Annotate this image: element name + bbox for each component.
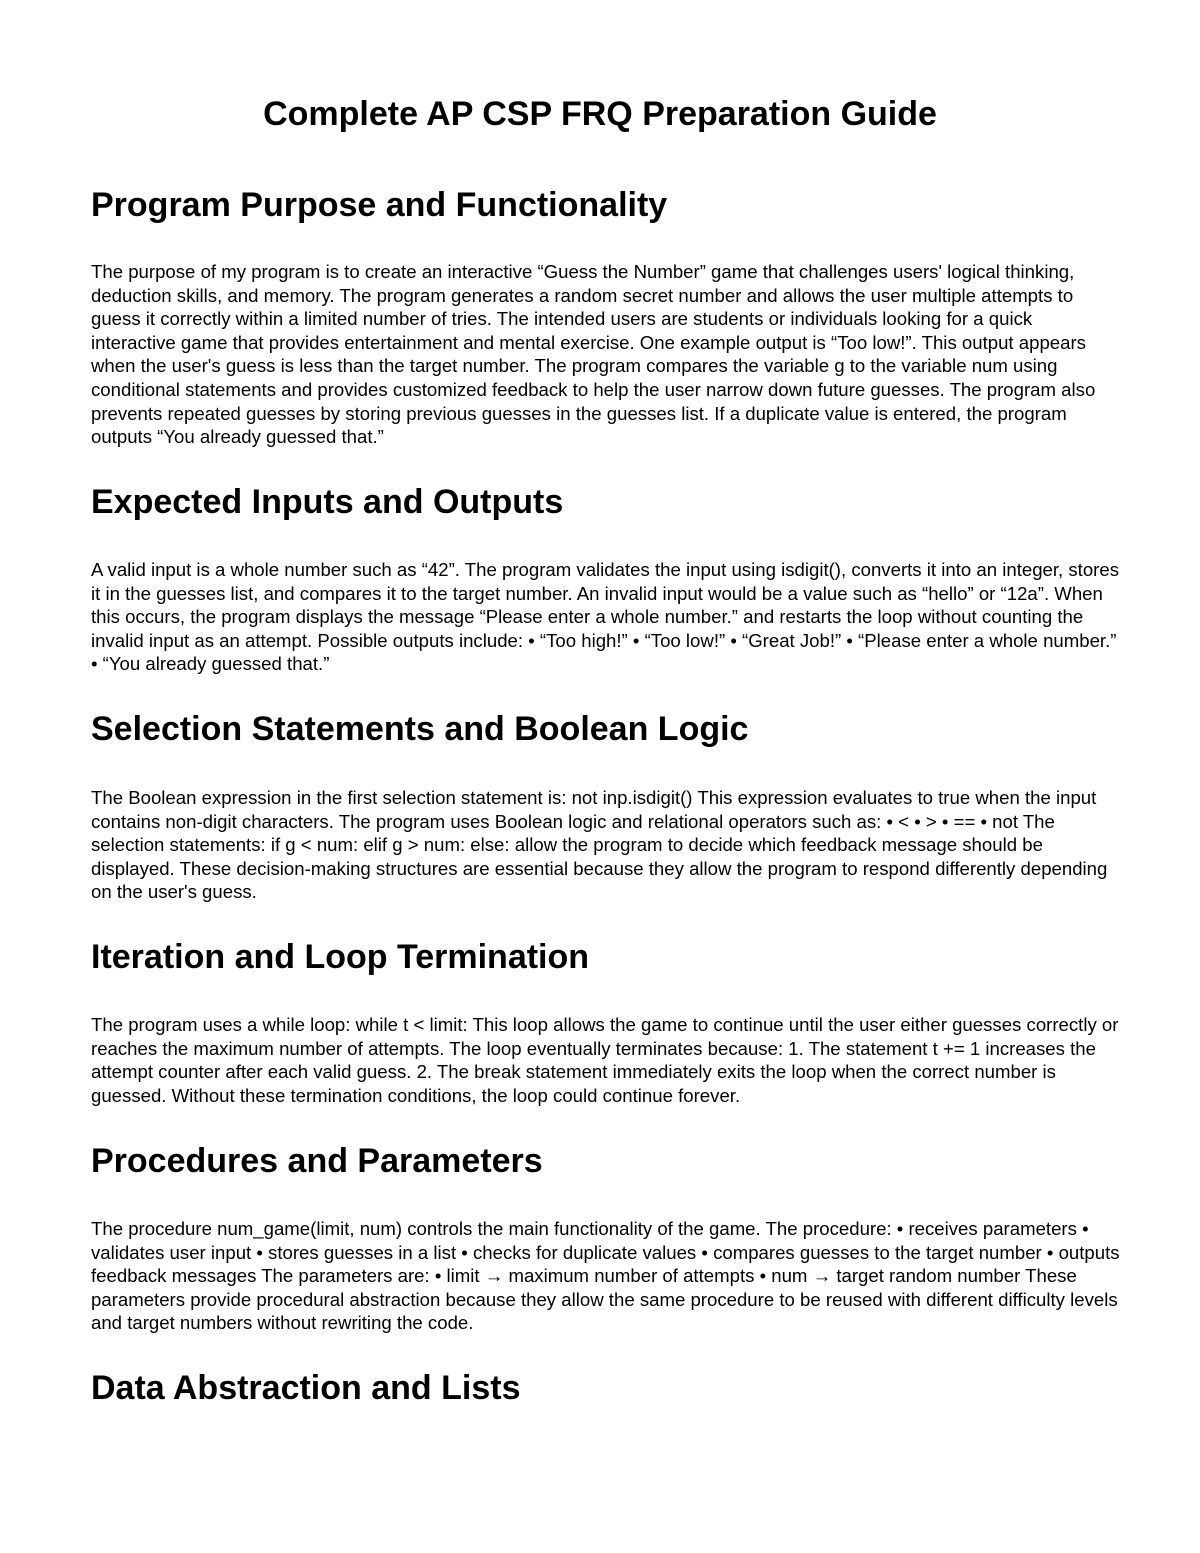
document-title: Complete AP CSP FRQ Preparation Guide <box>263 95 937 133</box>
section-body-program-purpose: The purpose of my program is to create an interactive “Guess the Number” game that challenges users' logical thinking, deduction skills, and memory. The program generates a random secret number and allows the user multiple attempts to guess it correctly within a limited number of tries. The intended users are students or individuals looking for a quick interactive game that provides entertainment and mental exercise. One example output is “Too low!”. This output appears when the user's guess is less than the target number. The program compares the variable g to the variable num using conditional statements and provides customized feedback to help the user narrow down future guesses. The program also prevents repeated guesses by storing previous guesses in the guesses list. If a duplicate value is entered, the program outputs “You already guessed that.” <box>91 261 1096 448</box>
section-heading-data-abstraction: Data Abstraction and Lists <box>91 1369 521 1407</box>
section-heading-procedures: Procedures and Parameters <box>91 1142 543 1180</box>
section-heading-selection: Selection Statements and Boolean Logic <box>91 710 749 748</box>
section-heading-inputs-outputs: Expected Inputs and Outputs <box>91 483 564 521</box>
section-body-iteration: The program uses a while loop: while t < limit: This loop allows the game to continue until the user either guesses correctly or reaches the maximum number of attempts. The loop eventually terminates because: 1. The statement t += 1 increases the attempt counter after each valid guess. 2. The break statement immediately exits the loop when the correct number is guessed. Without these termination conditions, the loop could continue forever. <box>91 1014 1119 1106</box>
section-body-inputs-outputs: A valid input is a whole number such as “42”. The program validates the input using isdigit(), converts it into an integer, stores it in the guesses list, and compares it to the target number. An invalid input would be a value such as “hello” or “12a”. When this occurs, the program displays the message “Please enter a whole number.” and restarts the loop without counting the invalid input as an attempt. Possible outputs include: • “Too high!” • “Too low!” • “Great Job!” • “Please enter a whole number.” • “You already guessed that.” <box>91 559 1120 675</box>
section-body-procedures: The procedure num_game(limit, num) controls the main functionality of the game. The procedure: • receives parameters • validates user input • stores guesses in a list • checks for duplicate values • compares guesses to the target number • outputs feedback messages The parameters are: • limit → maximum number of attempts • num → target random number These parameters provide procedural abstraction because they allow the same procedure to be reused with different difficulty levels and target numbers without rewriting the code. <box>91 1218 1120 1334</box>
section-heading-program-purpose: Program Purpose and Functionality <box>91 186 668 224</box>
section-heading-iteration: Iteration and Loop Termination <box>91 938 590 976</box>
section-body-selection: The Boolean expression in the first selection statement is: not inp.isdigit() This expression evaluates to true when the input contains non-digit characters. The program uses Boolean logic and relational operators such as: • < • > • == • not The selection statements: if g < num: elif g > num: else: allow the program to decide which feedback message should be displayed. These decision-making structures are essential because they allow the program to respond differently depending on the user's guess. <box>91 787 1108 903</box>
